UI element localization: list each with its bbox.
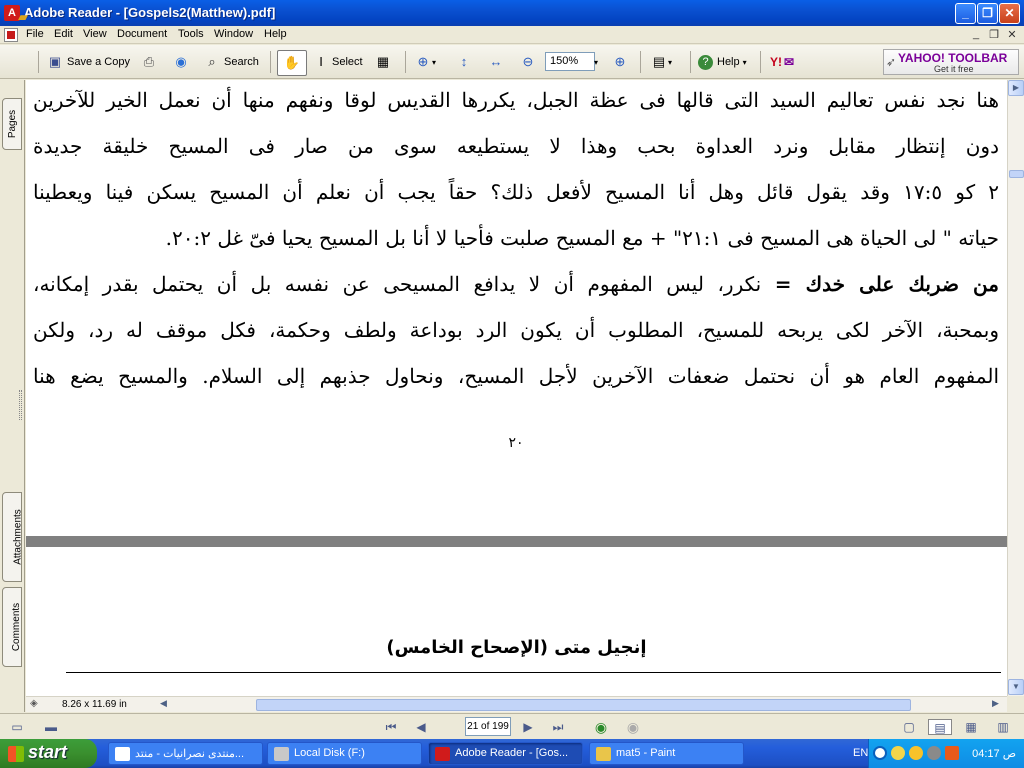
panel-toggle-icon[interactable]: ▬ xyxy=(45,720,57,734)
snapshot-button[interactable] xyxy=(374,51,392,73)
window-title: Adobe Reader - [Gospels2(Matthew).pdf] xyxy=(24,5,276,20)
text-line-emphasis xyxy=(33,272,999,296)
continuous-page-icon[interactable]: ▤ xyxy=(928,719,952,735)
select-label: Select xyxy=(332,56,363,68)
doc-minimize-icon[interactable]: _ xyxy=(972,28,980,40)
toolbar-separator xyxy=(270,51,271,73)
page-size-readout: 8.26 x 11.69 in xyxy=(62,699,127,710)
chevron-down-icon: ▾ xyxy=(432,57,437,67)
vertical-scrollbar[interactable] xyxy=(1007,80,1024,696)
save-copy-label: Save a Copy xyxy=(67,56,130,68)
tab-comments[interactable] xyxy=(2,587,22,667)
scroll-up-arrow-icon[interactable]: ▶ xyxy=(1008,80,1024,96)
network-icon[interactable] xyxy=(945,746,959,760)
document-icon[interactable] xyxy=(4,28,18,42)
search-button[interactable] xyxy=(203,51,259,73)
save-copy-button[interactable] xyxy=(46,51,130,73)
start-button[interactable] xyxy=(0,739,97,768)
taskbar xyxy=(0,739,1024,768)
horizontal-scrollbar[interactable] xyxy=(26,696,1007,712)
close-button[interactable]: ✕ xyxy=(999,3,1020,24)
menu-document[interactable]: Document xyxy=(117,28,168,40)
chevron-down-icon: ▾ xyxy=(742,57,747,67)
help-icon: ? xyxy=(698,55,713,70)
panel-options-icon[interactable] xyxy=(7,82,15,90)
clock[interactable]: 04:17 ص xyxy=(972,748,1016,760)
printer-icon: ⎙ xyxy=(143,54,155,69)
task-label: Adobe Reader - [Gos... xyxy=(455,747,569,759)
cursor-arrow-icon: ➶ xyxy=(886,55,897,69)
toolbar-separator xyxy=(38,51,39,73)
minus-circle-icon: ⊖ xyxy=(522,54,534,69)
menu-window[interactable]: Window xyxy=(214,28,254,40)
taskbar-task-adobe-reader[interactable] xyxy=(428,742,583,765)
heading-rule xyxy=(66,672,1001,673)
menu-file[interactable]: File xyxy=(26,28,44,40)
text-cursor-icon: I xyxy=(319,54,323,69)
navigation-panel xyxy=(0,80,25,712)
chapter-heading: إنجيل متى (الإصحاح الخامس) xyxy=(386,637,647,658)
bold-phrase: من ضربك على خدك = xyxy=(774,272,999,296)
yahoo-toolbar-title: YAHOO! TOOLBAR xyxy=(898,51,1008,65)
document-view[interactable] xyxy=(26,80,1007,696)
yahoo-toolbar-subtitle: Get it free xyxy=(934,64,974,74)
menu-tools[interactable]: Tools xyxy=(178,28,204,40)
page-size-toggle-icon[interactable]: ◈ xyxy=(30,698,38,709)
tab-pages-label: Pages xyxy=(7,109,19,139)
open-button[interactable] xyxy=(14,6,32,28)
title-bar[interactable] xyxy=(0,0,1024,26)
tab-pages[interactable] xyxy=(2,98,22,150)
fit-width-icon: ↔ xyxy=(489,54,503,69)
doc-restore-icon[interactable]: ❐ xyxy=(989,29,999,41)
tab-attachments[interactable] xyxy=(2,492,22,582)
horizontal-scroll-thumb[interactable] xyxy=(256,699,911,711)
zoom-in-button[interactable] xyxy=(611,51,629,73)
page-layout-icon: ▤ xyxy=(652,54,666,69)
go-back-icon[interactable]: ◉ xyxy=(594,719,608,735)
camera-icon: ▦ xyxy=(376,54,390,69)
print-button[interactable] xyxy=(140,51,158,73)
doc-close-icon[interactable]: ✕ xyxy=(1007,29,1017,41)
menu-help[interactable]: Help xyxy=(264,28,287,40)
toolbar-separator xyxy=(690,51,691,73)
text-line: المفهوم العام هو أن نحتمل ضعفات الآخرين لأجل المسيح، ونحاول جذبهم إلى السلام. والمسيح يضع هنا xyxy=(33,364,1000,388)
scroll-left-arrow-icon[interactable]: ◀ xyxy=(160,698,167,708)
system-tray xyxy=(853,739,1024,768)
start-label: start xyxy=(28,742,68,762)
text-line: هنا نجد نفس تعاليم السيد التى قالها فى عظة الجبل، يكررها القديس لوقا ونفهم منها أن نعمل الخير للآخرين xyxy=(33,88,999,112)
task-label: Local Disk (F:) xyxy=(294,747,365,759)
email-button[interactable] xyxy=(172,51,190,73)
chevron-down-icon: ▾ xyxy=(668,57,673,67)
zoom-out-button[interactable] xyxy=(519,51,537,73)
scroll-down-arrow-icon[interactable]: ▼ xyxy=(1008,679,1024,695)
fit-page-button[interactable] xyxy=(455,51,473,73)
pdf-page xyxy=(26,547,1007,696)
first-page-icon[interactable]: ⏮ xyxy=(385,720,397,734)
pdf-page xyxy=(26,80,1007,536)
text-line: حياته " لى الحياة هى المسيح فى ٢١:١" + مع المسيح صلبت فأحيا لا أنا بل المسيح يحيا فىّ غل ٢٠:٢. xyxy=(165,226,999,250)
next-page-icon[interactable]: ▶ xyxy=(523,720,533,734)
yahoo-toolbar-ad[interactable] xyxy=(883,49,1019,75)
help-button[interactable] xyxy=(698,51,747,73)
zoom-in-tool-button[interactable] xyxy=(414,51,436,73)
restore-button[interactable]: ❐ xyxy=(977,3,998,24)
chevron-down-icon: ▾ xyxy=(594,57,599,67)
taskbar-task-forum[interactable] xyxy=(108,742,263,765)
continuous-facing-icon[interactable]: ▥ xyxy=(997,720,1009,734)
tab-comments-label: Comments xyxy=(11,602,23,652)
help-label: Help xyxy=(717,56,740,68)
browser-icon xyxy=(115,747,130,761)
binoculars-icon: ⌕ xyxy=(208,54,216,69)
adobe-reader-icon: A xyxy=(4,5,20,21)
text-line: ٢ كو ١٧:٥ وقد يقول قائل وهل أنا المسيح لأفعل ذلك؟ حقاً يجب أن نعلم أن المسيح يسكن فينا ويعطينا xyxy=(33,180,999,204)
page-number: ٢٠ xyxy=(508,435,524,451)
menu-bar xyxy=(0,26,1024,44)
open-folder-icon: ▰ xyxy=(18,9,28,24)
last-page-icon[interactable]: ⏭ xyxy=(552,720,564,734)
task-label: منتدى نصرانيات - منتد... xyxy=(135,748,245,760)
zoom-dropdown[interactable] xyxy=(594,51,598,73)
menu-edit[interactable]: Edit xyxy=(54,28,73,40)
hand-tool-button[interactable] xyxy=(277,50,307,76)
fit-width-button[interactable] xyxy=(487,51,505,73)
task-label: mat5 - Paint xyxy=(616,747,676,759)
panel-splitter[interactable] xyxy=(19,390,22,420)
hand-icon: ✋ xyxy=(283,55,301,70)
yahoo-button[interactable] xyxy=(770,51,794,73)
fit-height-icon: ↕ xyxy=(460,54,468,69)
speaker-icon[interactable] xyxy=(927,746,941,760)
email-globe-icon: ◉ xyxy=(175,54,187,69)
text-line-rest: نكرر، ليس المفهوم أن لا يدافع المسيحى عن نفسه بل أن يحتمل بقدر إمكانه، xyxy=(33,272,762,296)
windows-logo-icon xyxy=(8,746,24,762)
facing-pages-icon[interactable]: ▦ xyxy=(965,720,977,734)
language-indicator[interactable]: EN xyxy=(853,747,869,759)
smiley-icon[interactable] xyxy=(909,746,923,760)
tab-attachments-label: Attachments xyxy=(12,509,24,565)
tray-expand-icon[interactable] xyxy=(873,746,887,760)
select-tool-button[interactable] xyxy=(312,51,363,73)
minimize-button[interactable]: _ xyxy=(955,3,976,24)
floppy-disk-icon: ▣ xyxy=(48,54,62,69)
scroll-right-arrow-icon[interactable]: ▶ xyxy=(992,698,999,708)
page-number-input[interactable]: 21 of 199 xyxy=(465,717,511,736)
messenger-icon[interactable] xyxy=(891,746,905,760)
single-page-icon[interactable]: ▢ xyxy=(903,720,915,734)
yahoo-badge-icon: Y! xyxy=(770,55,782,69)
menu-view[interactable]: View xyxy=(83,28,107,40)
status-bar xyxy=(0,713,1024,739)
screen-view-icon[interactable]: ▭ xyxy=(11,720,23,734)
rotate-view-button[interactable] xyxy=(650,51,672,73)
zoom-input[interactable]: 150% xyxy=(545,52,595,71)
paint-icon xyxy=(596,747,611,761)
text-line: دون إنتظار مقابل ونرد العداوة بحب وهذا لا يستطيعه سوى من صار فى المسيح خليقة جديدة xyxy=(33,134,999,158)
previous-page-icon[interactable]: ◀ xyxy=(416,720,426,734)
magnifier-icon: ⊕ xyxy=(417,54,429,69)
plus-circle-icon: ⊕ xyxy=(614,54,626,69)
toolbar-separator xyxy=(760,51,761,73)
text-line: وبمحبة، الآخر لكى يربحه للمسيح، المطلوب أن يكون الرد بوداعة ولطف وحكمة، فكل موقف له رد، ولكن xyxy=(33,318,999,342)
taskbar-task-paint[interactable] xyxy=(589,742,744,765)
go-forward-icon[interactable]: ◉ xyxy=(626,719,640,735)
vertical-scroll-thumb[interactable] xyxy=(1009,170,1024,178)
toolbar-separator xyxy=(405,51,406,73)
toolbar-separator xyxy=(640,51,641,73)
taskbar-task-local-disk[interactable] xyxy=(267,742,422,765)
adobe-reader-icon xyxy=(435,747,450,761)
drive-icon xyxy=(274,747,289,761)
yahoo-mail-icon: ✉ xyxy=(784,55,795,69)
search-label: Search xyxy=(224,56,259,68)
